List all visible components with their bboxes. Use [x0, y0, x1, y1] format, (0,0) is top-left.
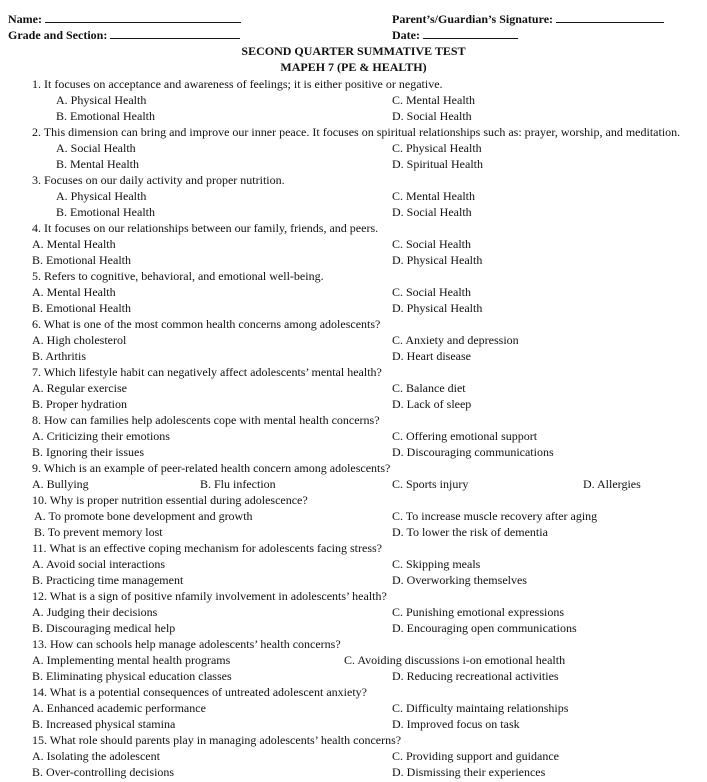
date-label: Date: — [392, 28, 420, 42]
question-1-option-a[interactable]: A. Physical Health — [56, 93, 147, 107]
grade-section-field[interactable] — [8, 27, 240, 43]
question-8-option-b[interactable]: B. Ignoring their issues — [32, 445, 144, 459]
question-11-option-c[interactable]: C. Skipping meals — [392, 557, 481, 571]
question-11-option-d[interactable]: D. Overworking themselves — [392, 573, 527, 587]
question-6-stem: 6. What is one of the most common health concerns among adolescents? — [32, 317, 381, 331]
question-10-option-a[interactable]: A. To promote bone development and growth — [34, 509, 253, 523]
question-2-option-d[interactable]: D. Spiritual Health — [392, 157, 483, 171]
test-subtitle: MAPEH 7 (PE & HEALTH) — [280, 60, 427, 74]
question-2-option-b[interactable]: B. Mental Health — [56, 157, 139, 171]
question-8-option-d[interactable]: D. Discouraging communications — [392, 445, 554, 459]
question-3-option-b[interactable]: B. Emotional Health — [56, 205, 155, 219]
question-12-option-c[interactable]: C. Punishing emotional expressions — [392, 605, 564, 619]
question-1-stem: 1. It focuses on acceptance and awareness of feelings; it is either positive or negative. — [32, 77, 443, 91]
question-4-option-c[interactable]: C. Social Health — [392, 237, 471, 251]
question-13-option-c[interactable]: C. Avoiding discussions i-on emotional health — [344, 653, 566, 667]
date-blank[interactable] — [423, 27, 518, 39]
question-5-option-c[interactable]: C. Social Health — [392, 285, 471, 299]
question-13-stem: 13. How can schools help manage adolescents’ health concerns? — [32, 637, 341, 651]
question-5-option-a[interactable]: A. Mental Health — [32, 285, 116, 299]
question-8-option-c[interactable]: C. Offering emotional support — [392, 429, 538, 443]
question-7-option-a[interactable]: A. Regular exercise — [32, 381, 127, 395]
question-10-option-b[interactable]: B. To prevent memory lost — [34, 525, 163, 539]
test-title: SECOND QUARTER SUMMATIVE TEST — [241, 44, 466, 58]
question-2-option-c[interactable]: C. Physical Health — [392, 141, 482, 155]
question-14-option-c[interactable]: C. Difficulty maintaing relationships — [392, 701, 569, 715]
name-field[interactable] — [8, 11, 241, 27]
question-1-option-c[interactable]: C. Mental Health — [392, 93, 475, 107]
question-7-option-d[interactable]: D. Lack of sleep — [392, 397, 472, 411]
question-8-option-a[interactable]: A. Criticizing their emotions — [32, 429, 170, 443]
question-3-option-d[interactable]: D. Social Health — [392, 205, 472, 219]
question-4-option-a[interactable]: A. Mental Health — [32, 237, 116, 251]
question-15-option-a[interactable]: A. Isolating the adolescent — [32, 749, 160, 763]
question-11-option-a[interactable]: A. Avoid social interactions — [32, 557, 166, 571]
question-7-stem: 7. Which lifestyle habit can negatively affect adolescents’ mental health? — [32, 365, 382, 379]
parent-signature-blank[interactable] — [556, 11, 664, 23]
parent-signature-field[interactable] — [392, 11, 664, 27]
question-13-option-b[interactable]: B. Eliminating physical education classes — [32, 669, 232, 683]
question-4-stem: 4. It focuses on our relationships between our family, friends, and peers. — [32, 221, 379, 235]
question-4-option-b[interactable]: B. Emotional Health — [32, 253, 131, 267]
question-6-option-d[interactable]: D. Heart disease — [392, 349, 471, 363]
question-3-option-a[interactable]: A. Physical Health — [56, 189, 147, 203]
name-blank[interactable] — [45, 11, 241, 23]
question-13-option-d[interactable]: D. Reducing recreational activities — [392, 669, 559, 683]
question-5-option-b[interactable]: B. Emotional Health — [32, 301, 131, 315]
question-7-option-c[interactable]: C. Balance diet — [392, 381, 466, 395]
question-9-stem: 9. Which is an example of peer-related health concern among adolescents? — [32, 461, 391, 475]
question-5-option-d[interactable]: D. Physical Health — [392, 301, 483, 315]
question-14-stem: 14. What is a potential consequences of untreated adolescent anxiety? — [32, 685, 367, 699]
question-10-option-c[interactable]: C. To increase muscle recovery after aging — [392, 509, 598, 523]
question-6-option-b[interactable]: B. Arthritis — [32, 349, 87, 363]
question-12-stem: 12. What is a sign of positive nfamily involvement in adolescents’ health? — [32, 589, 387, 603]
question-13-option-a[interactable]: A. Implementing mental health programs — [32, 653, 231, 667]
question-9-option-c[interactable]: C. Sports injury — [392, 477, 469, 491]
question-4-option-d[interactable]: D. Physical Health — [392, 253, 483, 267]
question-1-option-b[interactable]: B. Emotional Health — [56, 109, 155, 123]
parent-signature-label: Parent’s/Guardian’s Signature: — [392, 12, 554, 26]
question-15-option-d[interactable]: D. Dismissing their experiences — [392, 765, 546, 779]
question-15-option-c[interactable]: C. Providing support and guidance — [392, 749, 559, 763]
question-12-option-a[interactable]: A. Judging their decisions — [32, 605, 158, 619]
question-2-stem: 2. This dimension can bring and improve our inner peace. It focuses on spiritual relationships such as: prayer, worship, and meditation. — [32, 125, 681, 139]
question-1-option-d[interactable]: D. Social Health — [392, 109, 472, 123]
question-11-option-b[interactable]: B. Practicing time management — [32, 573, 184, 587]
question-2-option-a[interactable]: A. Social Health — [56, 141, 136, 155]
question-9-option-a[interactable]: A. Bullying — [32, 477, 89, 491]
question-9-option-b[interactable]: B. Flu infection — [200, 477, 276, 491]
question-14-option-d[interactable]: D. Improved focus on task — [392, 717, 520, 731]
question-5-stem: 5. Refers to cognitive, behavioral, and emotional well-being. — [32, 269, 324, 283]
question-9-option-d[interactable]: D. Allergies — [583, 477, 641, 491]
question-8-stem: 8. How can families help adolescents cope with mental health concerns? — [32, 413, 380, 427]
grade-section-blank[interactable] — [110, 27, 240, 39]
question-3-stem: 3. Focuses on our daily activity and proper nutrition. — [32, 173, 285, 187]
grade-section-label: Grade and Section: — [8, 28, 108, 42]
date-field[interactable] — [392, 27, 518, 43]
question-14-option-b[interactable]: B. Increased physical stamina — [32, 717, 176, 731]
name-label: Name: — [8, 12, 42, 26]
question-14-option-a[interactable]: A. Enhanced academic performance — [32, 701, 206, 715]
question-10-stem: 10. Why is proper nutrition essential during adolescence? — [32, 493, 308, 507]
question-12-option-d[interactable]: D. Encouraging open communications — [392, 621, 577, 635]
question-7-option-b[interactable]: B. Proper hydration — [32, 397, 127, 411]
question-15-option-b[interactable]: B. Over-controlling decisions — [32, 765, 175, 779]
question-12-option-b[interactable]: B. Discouraging medical help — [32, 621, 176, 635]
question-10-option-d[interactable]: D. To lower the risk of dementia — [392, 525, 548, 539]
question-15-stem: 15. What role should parents play in managing adolescents’ health concerns? — [32, 733, 402, 747]
question-3-option-c[interactable]: C. Mental Health — [392, 189, 475, 203]
question-6-option-c[interactable]: C. Anxiety and depression — [392, 333, 519, 347]
question-6-option-a[interactable]: A. High cholesterol — [32, 333, 127, 347]
question-11-stem: 11. What is an effective coping mechanism for adolescents facing stress? — [32, 541, 382, 555]
